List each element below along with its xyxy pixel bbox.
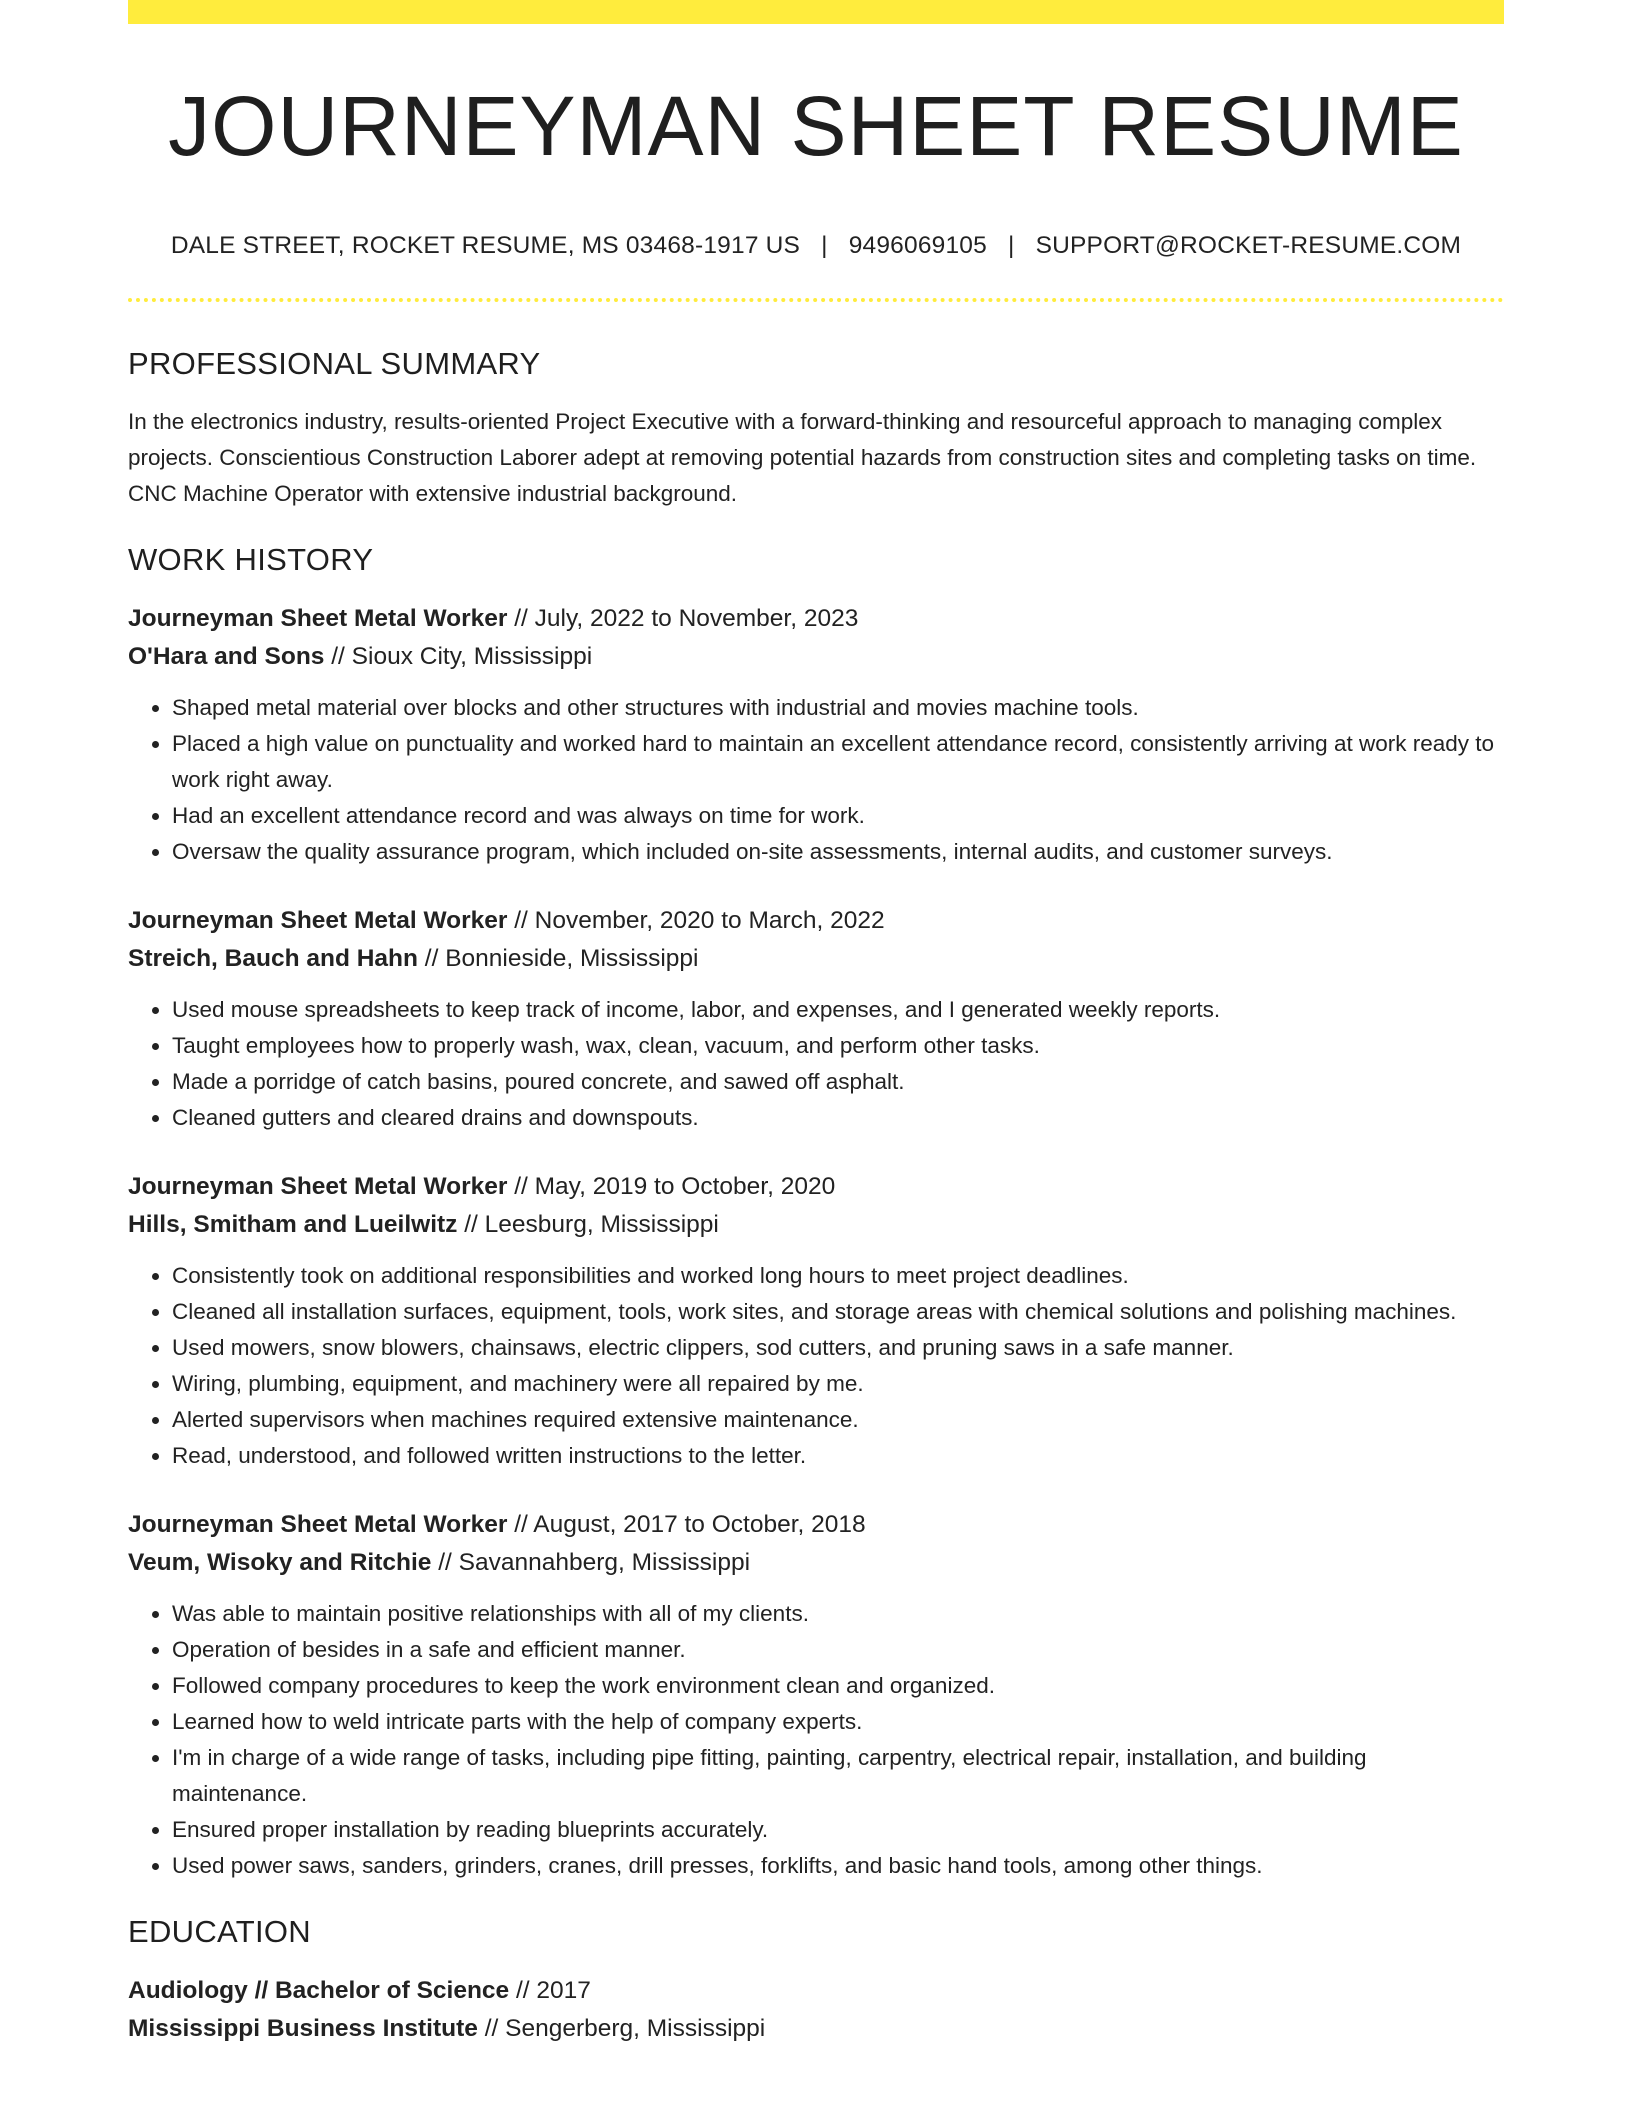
job-role: Journeyman Sheet Metal Worker (128, 1173, 508, 1200)
contact-separator: | (1007, 232, 1015, 259)
job-bullet: • Alerted supervisors when machines required extensive maintenance. (172, 1402, 1504, 1438)
job-bullet-list (128, 1258, 1504, 1474)
job-entry (128, 1168, 1504, 1474)
job-company-line (128, 1206, 1504, 1244)
job-bullet: • Followed company procedures to keep the work environment clean and organized. (172, 1668, 1504, 1704)
job-company-line (128, 1544, 1504, 1582)
job-bullet: • Had an excellent attendance record and was always on time for work. (172, 798, 1504, 834)
job-location: // Leesburg, Mississippi (457, 1211, 719, 1238)
job-bullet: • Taught employees how to properly wash, wax, clean, vacuum, and perform other tasks. (172, 1028, 1504, 1064)
education-year: // 2017 (509, 1977, 591, 2004)
summary-text: In the electronics industry, results-oriented Project Executive with a forward-thinking and resourceful approach to managing complex projects. Conscientious Construction Laborer adept at removing potential hazards from construction sites and completing tasks on time. CNC Machine Operator with extensive industrial background. (128, 409, 1477, 506)
job-bullet: • Made a porridge of catch basins, poured concrete, and sawed off asphalt. (172, 1064, 1504, 1100)
job-bullet: • Wiring, plumbing, equipment, and machinery were all repaired by me. (172, 1366, 1504, 1402)
job-bullet: • Placed a high value on punctuality and worked hard to maintain an excellent attendance record, consistently arriving at work ready to work right away. (172, 726, 1504, 798)
job-bullet-list (128, 992, 1504, 1136)
job-bullet: • Ensured proper installation by reading blueprints accurately. (172, 1812, 1504, 1848)
job-entry (128, 1506, 1504, 1884)
job-role: Journeyman Sheet Metal Worker (128, 907, 508, 934)
education-degree-line (128, 1972, 1504, 2010)
job-bullet: • Learned how to weld intricate parts with the help of company experts. (172, 1704, 1504, 1740)
contact-line (128, 232, 1504, 260)
contact-email: SUPPORT@ROCKET-RESUME.COM (1035, 232, 1462, 259)
work-history-list (128, 600, 1504, 1884)
job-bullet: • Shaped metal material over blocks and other structures with industrial and movies machine tools. (172, 690, 1504, 726)
job-dates: // July, 2022 to November, 2023 (507, 605, 859, 632)
job-title-line (128, 902, 1504, 940)
job-bullet: • Used mowers, snow blowers, chainsaws, electric clippers, sod cutters, and pruning saws in a safe manner. (172, 1330, 1504, 1366)
contact-separator: | (821, 232, 828, 259)
job-bullet: • Cleaned all installation surfaces, equipment, tools, work sites, and storage areas with chemical solutions and polishing machines. (172, 1294, 1504, 1330)
job-company: Hills, Smitham and Lueilwitz (128, 1211, 458, 1238)
resume-name: JOURNEYMAN SHEET RESUME (168, 79, 1464, 173)
job-entry (128, 600, 1504, 870)
contact-address: DALE STREET, ROCKET RESUME, MS 03468-1917 US (170, 232, 801, 259)
job-bullet: • Cleaned gutters and cleared drains and downspouts. (172, 1100, 1504, 1136)
job-entry (128, 902, 1504, 1136)
job-location: // Savannahberg, Mississippi (431, 1549, 751, 1576)
job-location: // Sioux City, Mississippi (324, 643, 593, 670)
job-dates: // May, 2019 to October, 2020 (507, 1173, 836, 1200)
job-bullet: • Used power saws, sanders, grinders, cranes, drill presses, forklifts, and basic hand tools, among other things. (172, 1848, 1504, 1884)
job-location: // Bonnieside, Mississippi (417, 945, 699, 972)
job-bullet: • Was able to maintain positive relationships with all of my clients. (172, 1596, 1504, 1632)
job-role: Journeyman Sheet Metal Worker (128, 1511, 508, 1538)
job-bullet: • I'm in charge of a wide range of tasks, including pipe fitting, painting, carpentry, electrical repair, installation, and building maintenance. (172, 1740, 1504, 1812)
resume-page (128, 0, 1504, 2048)
job-role: Journeyman Sheet Metal Worker (128, 605, 508, 632)
education-section-title: EDUCATION (128, 1914, 311, 1949)
education-degree: Audiology // Bachelor of Science (128, 1977, 510, 2004)
education-school: Mississippi Business Institute (128, 2015, 478, 2042)
job-bullet-list (128, 690, 1504, 870)
job-dates: // August, 2017 to October, 2018 (507, 1511, 866, 1538)
contact-phone: 9496069105 (848, 232, 987, 259)
job-dates: // November, 2020 to March, 2022 (507, 907, 885, 934)
summary-section-title: PROFESSIONAL SUMMARY (128, 346, 541, 381)
job-title-line (128, 600, 1504, 638)
job-company: O'Hara and Sons (128, 643, 325, 670)
job-bullet: • Consistently took on additional responsibilities and worked long hours to meet project deadlines. (172, 1258, 1504, 1294)
job-bullet: • Read, understood, and followed written instructions to the letter. (172, 1438, 1504, 1474)
header-divider (128, 298, 1504, 302)
job-company-line (128, 638, 1504, 676)
job-bullet-list (128, 1596, 1504, 1884)
job-company-line (128, 940, 1504, 978)
top-accent-bar (128, 0, 1504, 24)
education-location: // Sengerberg, Mississippi (477, 2015, 766, 2042)
job-title-line (128, 1506, 1504, 1544)
education-school-line (128, 2010, 1504, 2048)
job-bullet: • Operation of besides in a safe and efficient manner. (172, 1632, 1504, 1668)
job-company: Veum, Wisoky and Ritchie (128, 1549, 432, 1576)
job-title-line (128, 1168, 1504, 1206)
work-history-section-title: WORK HISTORY (128, 542, 374, 577)
job-bullet: • Used mouse spreadsheets to keep track of income, labor, and expenses, and I generated weekly reports. (172, 992, 1504, 1028)
education-entry (128, 1972, 1504, 2048)
job-bullet: • Oversaw the quality assurance program, which included on-site assessments, internal audits, and customer surveys. (172, 834, 1504, 870)
job-company: Streich, Bauch and Hahn (128, 945, 418, 972)
